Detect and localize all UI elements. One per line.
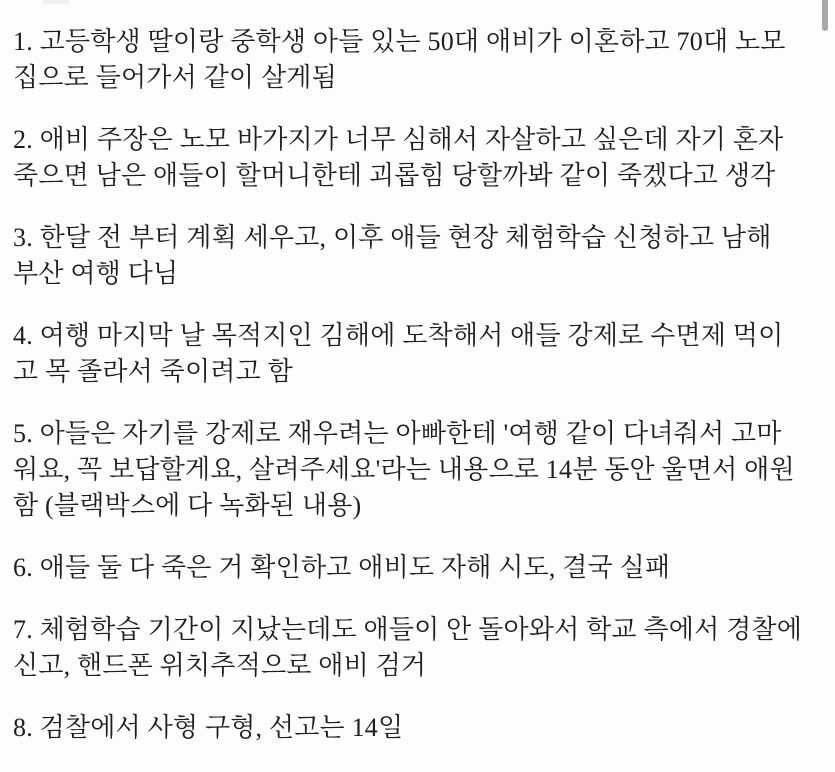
list-item-3: 3. 한달 전 부터 계획 세우고, 이후 애들 현장 체험학습 신청하고 남해 부산 여행 다님 — [13, 223, 772, 288]
scrollbar-thumb[interactable] — [822, 0, 828, 31]
cropped-element-fragment — [43, 0, 69, 4]
list-item-6: 6. 애들 둘 다 죽은 거 확인하고 애비도 자해 시도, 결국 실패 — [13, 553, 671, 582]
list-item-2: 2. 애비 주장은 노모 바가지가 너무 심해서 자살하고 싶은데 자기 혼자 죽으면 남은 애들이 할머니한테 괴롭힘 당할까봐 같이 죽겠다고 생각 — [13, 125, 784, 190]
list-item-8: 8. 검찰에서 사형 구형, 선고는 14일 — [13, 713, 404, 742]
list-item-1: 1. 고등학생 딸이랑 중학생 아들 있는 50대 애비가 이혼하고 70대 노모 집으로 들어가서 같이 살게됨 — [13, 27, 786, 92]
list-item-5: 5. 아들은 자기를 강제로 재우려는 아빠한테 '여행 같이 다녀줘서 고마워요, 꼭 보답할게요, 살려주세요'라는 내용으로 14분 동안 울면서 애원함 (블랙박스에 다 녹화된 내용) — [13, 419, 795, 520]
list-item-4: 4. 여행 마지막 날 목적지인 김해에 도착해서 애들 강제로 수면제 먹이고 목 졸라서 죽이려고 함 — [13, 321, 784, 386]
list-item-7: 7. 체험학습 기간이 지났는데도 애들이 안 돌아와서 학교 측에서 경찰에 신고, 핸드폰 위치추적으로 애비 검거 — [13, 615, 803, 680]
text-column — [13, 24, 803, 772]
